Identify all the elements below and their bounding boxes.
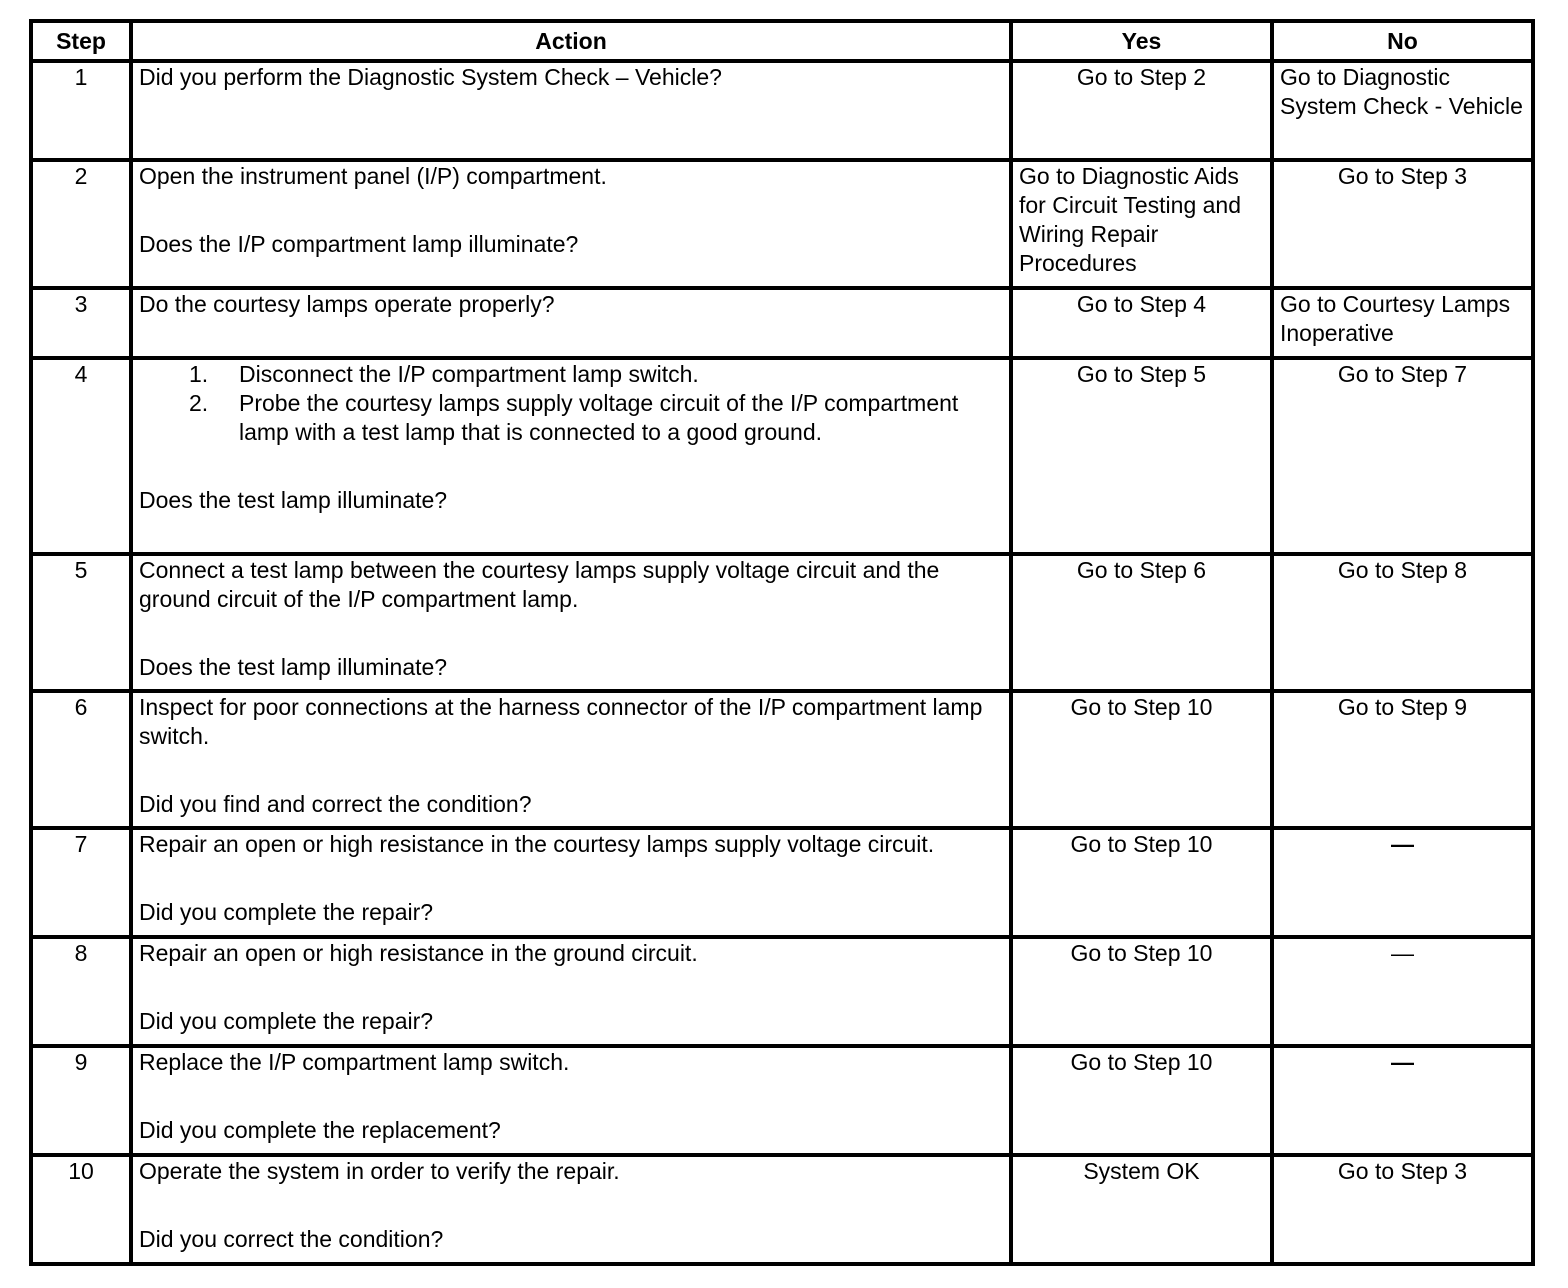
header-step: Step [31, 21, 131, 61]
action-text: Did you perform the Diagnostic System Check – Vehicle? [139, 64, 722, 90]
step-number: 6 [31, 691, 131, 828]
list-item-text: Probe the courtesy lamps supply voltage circuit of the I/P compartment lamp with a test lamp that is connected to a good ground. [239, 390, 959, 445]
no-cell: Go to Step 3 [1272, 1155, 1533, 1264]
table-row [31, 1155, 1533, 1264]
header-action: Action [131, 21, 1011, 61]
no-cell: Go to Diagnostic System Check - Vehicle [1272, 61, 1533, 160]
yes-cell: System OK [1011, 1155, 1272, 1264]
action-cell [131, 1046, 1011, 1155]
step-number: 1 [31, 61, 131, 160]
step-number: 2 [31, 160, 131, 288]
no-cell: Go to Step 9 [1272, 691, 1533, 828]
action-question: Does the I/P compartment lamp illuminate? [139, 231, 579, 257]
action-cell [131, 828, 1011, 937]
yes-cell: Go to Step 10 [1011, 691, 1272, 828]
yes-cell: Go to Step 10 [1011, 828, 1272, 937]
action-cell [131, 288, 1011, 358]
table-row [31, 1046, 1533, 1155]
action-text: Inspect for poor connections at the harness connector of the I/P compartment lamp switch. [139, 694, 983, 749]
table-row [31, 828, 1533, 937]
step-number: 8 [31, 937, 131, 1046]
table-row [31, 160, 1533, 288]
action-text: Do the courtesy lamps operate properly? [139, 291, 555, 317]
no-cell: Go to Step 7 [1272, 358, 1533, 554]
action-question: Did you correct the condition? [139, 1226, 444, 1252]
table-row [31, 554, 1533, 691]
step-number: 4 [31, 358, 131, 554]
yes-cell: Go to Step 2 [1011, 61, 1272, 160]
table-row [31, 937, 1533, 1046]
action-question: Does the test lamp illuminate? [139, 654, 448, 680]
header-no: No [1272, 21, 1533, 61]
action-cell [131, 358, 1011, 554]
yes-cell: Go to Step 10 [1011, 1046, 1272, 1155]
table-row [31, 61, 1533, 160]
action-cell [131, 160, 1011, 288]
yes-cell: Go to Diagnostic Aids for Circuit Testing and Wiring Repair Procedures [1011, 160, 1272, 288]
action-text: Repair an open or high resistance in the courtesy lamps supply voltage circuit. [139, 831, 935, 857]
action-cell [131, 937, 1011, 1046]
step-number: 7 [31, 828, 131, 937]
action-question: Does the test lamp illuminate? [139, 487, 448, 513]
no-cell: — [1272, 937, 1533, 1046]
action-question: Did you find and correct the condition? [139, 791, 532, 817]
list-item-text: Disconnect the I/P compartment lamp switch. [239, 361, 699, 387]
action-text: Replace the I/P compartment lamp switch. [139, 1049, 570, 1075]
procedure-list [139, 360, 1003, 447]
no-cell: Go to Courtesy Lamps Inoperative [1272, 288, 1533, 358]
action-cell [131, 691, 1011, 828]
list-item [189, 389, 1003, 447]
list-item-number: 2. [189, 390, 209, 416]
action-cell [131, 554, 1011, 691]
action-question: Did you complete the repair? [139, 899, 434, 925]
action-cell [131, 61, 1011, 160]
step-number: 9 [31, 1046, 131, 1155]
list-item-number: 1. [189, 361, 209, 387]
table-row [31, 288, 1533, 358]
yes-cell: Go to Step 5 [1011, 358, 1272, 554]
step-number: 5 [31, 554, 131, 691]
yes-cell: Go to Step 4 [1011, 288, 1272, 358]
action-text: Operate the system in order to verify the repair. [139, 1158, 620, 1184]
diagnostic-table [29, 19, 1535, 1266]
table-row [31, 358, 1533, 554]
no-cell: — [1272, 1046, 1533, 1155]
no-cell: Go to Step 8 [1272, 554, 1533, 691]
step-number: 10 [31, 1155, 131, 1264]
yes-cell: Go to Step 6 [1011, 554, 1272, 691]
action-question: Did you complete the repair? [139, 1008, 434, 1034]
no-cell: — [1272, 828, 1533, 937]
list-item [189, 360, 1003, 389]
no-cell: Go to Step 3 [1272, 160, 1533, 288]
action-text: Connect a test lamp between the courtesy lamps supply voltage circuit and the ground circuit of the I/P compartment lamp. [139, 557, 940, 612]
action-text: Repair an open or high resistance in the ground circuit. [139, 940, 698, 966]
action-question: Did you complete the replacement? [139, 1117, 501, 1143]
header-row [31, 21, 1533, 61]
action-cell [131, 1155, 1011, 1264]
yes-cell: Go to Step 10 [1011, 937, 1272, 1046]
header-yes: Yes [1011, 21, 1272, 61]
action-text: Open the instrument panel (I/P) compartment. [139, 163, 607, 189]
step-number: 3 [31, 288, 131, 358]
table-row [31, 691, 1533, 828]
